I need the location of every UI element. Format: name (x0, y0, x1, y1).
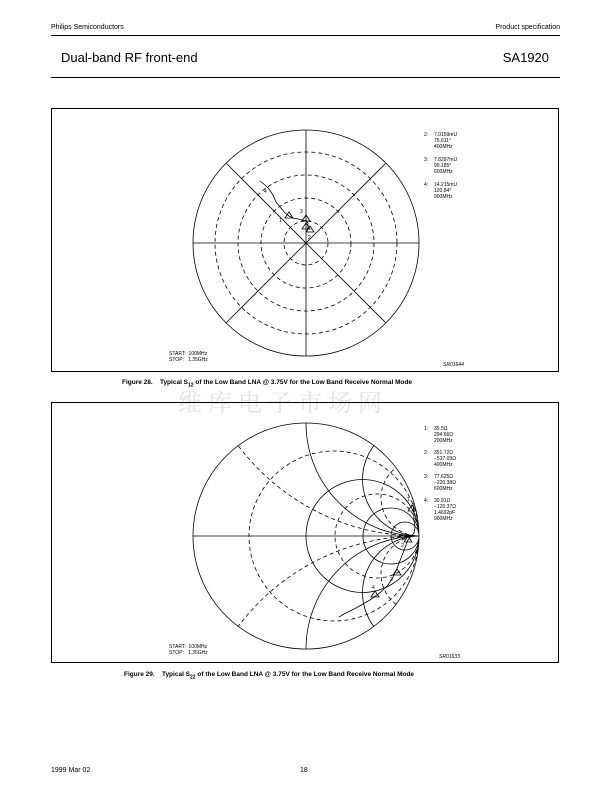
caption-subscript: 12 (188, 382, 194, 389)
marker-value: 30.91Ω (434, 498, 451, 504)
marker-value: 294.66Ω (434, 432, 454, 438)
marker-value: 14.215mU (434, 182, 458, 188)
part-number: SA1920 (502, 50, 549, 65)
fig28-marker-2 (424, 132, 457, 150)
caption-text: Typical S (159, 379, 189, 386)
figure29-smith-chart (52, 403, 560, 664)
figure29-frame (51, 402, 559, 663)
page-number: 18 (300, 767, 308, 774)
marker-value: 7.0159mU (434, 132, 458, 138)
marker-id: 1: (424, 426, 429, 432)
marker-value: 90.185° (434, 163, 452, 169)
marker-value: −537.09Ω (434, 456, 456, 462)
caption-number: Figure 28. (122, 379, 153, 386)
marker-value: 600MHz (434, 169, 453, 175)
sweep-start: START: 100MHz (169, 351, 208, 357)
marker-id: 4: (424, 182, 429, 188)
marker-value: 7.8297mU (434, 157, 458, 163)
caption-text-rest: of the Low Band LNA @ 3.75V for the Low Band Receive Normal Mode (195, 671, 415, 678)
marker-value: 900MHz (434, 194, 453, 200)
fig29-point-label-4: 4 (372, 585, 375, 591)
fig29-ref-code: SR01633 (439, 654, 460, 660)
fig28-marker-3 (424, 157, 457, 175)
caption-subscript: 22 (190, 674, 196, 681)
fig28-point-label-1: 1 (279, 218, 282, 224)
marker-id: 2: (424, 450, 429, 456)
sweep-stop: STOP: 1.35GHz (169, 357, 208, 363)
marker-value: 400MHz (434, 144, 453, 150)
marker-value: 1.4692pF (434, 510, 456, 516)
marker-value: 351.72Ω (434, 450, 454, 456)
figure29-caption (124, 671, 414, 680)
caption-number: Figure 29. (124, 671, 155, 678)
fig29-point-label-3: 3 (390, 577, 393, 583)
marker-value: −220.38Ω (434, 480, 456, 486)
header-company: Philips Semiconductors (51, 24, 124, 31)
fig28-point-label-2: 2 (308, 235, 311, 241)
fig28-sweep-range (169, 351, 208, 363)
fig28-point-label-3: 3 (300, 209, 303, 215)
fig29-marker-1 (424, 426, 453, 444)
sweep-stop: STOP: 1.35GHz (169, 650, 208, 656)
footer-date: 1999 Mar 02 (51, 767, 91, 774)
marker-value: 600MHz (434, 486, 453, 492)
fig28-point-label-4: 4 (264, 189, 267, 195)
page-title: Dual-band RF front-end (61, 50, 198, 65)
marker-id: 2: (424, 132, 429, 138)
fig29-point-label-1: 1 (407, 497, 410, 503)
fig29-sweep-range (169, 644, 208, 656)
caption-text-rest: of the Low Band LNA @ 3.75V for the Low Band Receive Normal Mode (193, 379, 413, 386)
fig29-point-label-2: 2 (401, 543, 404, 549)
fig28-marker-4 (424, 182, 457, 200)
marker-value: 77.625Ω (434, 474, 454, 480)
title-rule (51, 77, 560, 78)
fig28-ref-code: SR01644 (443, 362, 464, 368)
marker-id: 3: (424, 157, 429, 163)
marker-value: 400MHz (434, 462, 453, 468)
marker-id: 4: (424, 498, 429, 504)
watermark: 维库电子市场网 (178, 389, 388, 417)
marker-value: 200MHz (434, 438, 453, 444)
marker-value: −120.37Ω (434, 504, 456, 510)
fig29-marker-2 (424, 450, 456, 468)
marker-value: 35.5Ω (434, 426, 448, 432)
marker-value: 900MHz (434, 516, 453, 522)
fig29-marker-3 (424, 474, 456, 492)
figure28-polar-chart (52, 109, 560, 373)
marker-value: 75.611° (434, 138, 451, 144)
header-doc-type: Product specification (495, 24, 560, 31)
fig29-marker-4 (424, 498, 456, 522)
marker-value: 120.84° (434, 188, 452, 194)
marker-id: 3: (424, 474, 429, 480)
sweep-start: START: 100MHz (169, 644, 208, 650)
header-rule (51, 35, 560, 36)
caption-text: Typical S (161, 671, 191, 678)
figure28-frame (51, 108, 559, 372)
